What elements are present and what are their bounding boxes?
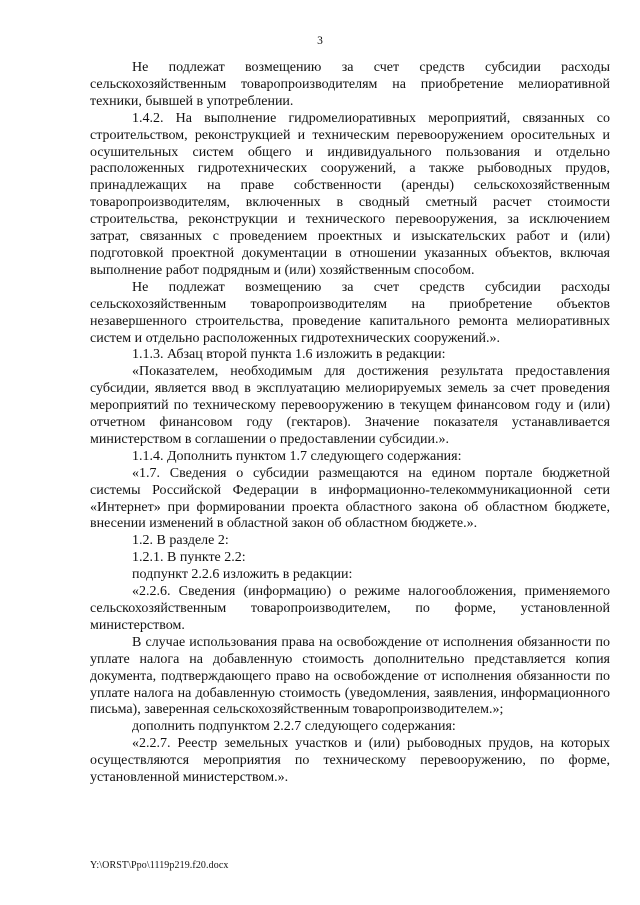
paragraph: 1.2. В разделе 2: <box>132 533 229 549</box>
paragraph: 1.4.2. На выполнение гидромелиоративных мероприятий, связанных со строительством, реконструкцией и техническим перевооружением оросительных и осушительных систем общего и индивидуального пользования и отдельно расположенных гидротехнических сооружений, а также рыбоводных прудов, принадлежащих на праве собственности (аренды) сельскохозяйственным товаропроизводителям, включенных в сводный сметный расчет стоимости строительства, реконструкции и технического перевооружения, за исключением затрат, связанных с проведением проектных и изыскательских работ и (или) подготовкой проектной документации в отношении указанных объектов, включая выполнение работ подрядным и (или) хозяйственным способом. <box>90 110 610 278</box>
paragraph: дополнить подпунктом 2.2.7 следующего содержания: <box>132 719 456 735</box>
paragraph: подпункт 2.2.6 изложить в редакции: <box>132 567 353 583</box>
paragraph: Не подлежат возмещению за счет средств субсидии расходы сельскохозяйственным товаропроизводителям на приобретение объектов незавершенного строительства, проведение капитального ремонта мелиоративных систем и отдельно расположенных гидротехнических сооружений.». <box>90 279 610 346</box>
paragraph: 1.1.3. Абзац второй пункта 1.6 изложить в редакции: <box>132 347 446 363</box>
document-body <box>90 60 610 787</box>
paragraph: «1.7. Сведения о субсидии размещаются на едином портале бюджетной системы Российской Федерации в информационно-телекоммуникационной сети «Интернет» при формировании проекта областного закона об областном бюджете, внесении изменений в областной закон об областном бюджете.». <box>90 465 610 532</box>
paragraph: «2.2.7. Реестр земельных участков и (или) рыбоводных прудов, на которых осуществляются мероприятия по техническому перевооружению, по форме, установленной министерством.». <box>90 736 610 786</box>
paragraph: 1.1.4. Дополнить пунктом 1.7 следующего содержания: <box>132 448 462 464</box>
paragraph: «Показателем, необходимым для достижения результата предоставления субсидии, является ввод в эксплуатацию мелиорируемых земель за счет проведения мероприятий по техническому перевооружению в текущем финансовом году и (или) отчетном финансовом году (гектаров). Значение показателя устанавливается министерством в соглашении о предоставлении субсидии.». <box>90 364 610 447</box>
paragraph: Не подлежат возмещению за счет средств субсидии расходы сельскохозяйственным товаропроизводителям на приобретение мелиоративной техники, бывшей в употреблении. <box>90 60 610 109</box>
paragraph: В случае использования права на освобождение от исполнения обязанности по уплате налога на добавленную стоимость дополнительно представляется копия документа, подтверждающего право на освобождение от исполнения обязанности по уплате налога на добавленную стоимость (уведомления, заявления, информационного письма), заверенная сельскохозяйственным товаропроизводителем.»; <box>90 634 610 718</box>
footer-file-path: Y:\ORST\Ppo\1119p219.f20.docx <box>90 860 229 871</box>
paragraph: «2.2.6. Сведения (информацию) о режиме налогообложения, применяемого сельскохозяйственным товаропроизводителем, по форме, установленной министерством. <box>90 584 610 633</box>
page-number: 3 <box>317 35 323 47</box>
paragraph: 1.2.1. В пункте 2.2: <box>132 550 246 566</box>
